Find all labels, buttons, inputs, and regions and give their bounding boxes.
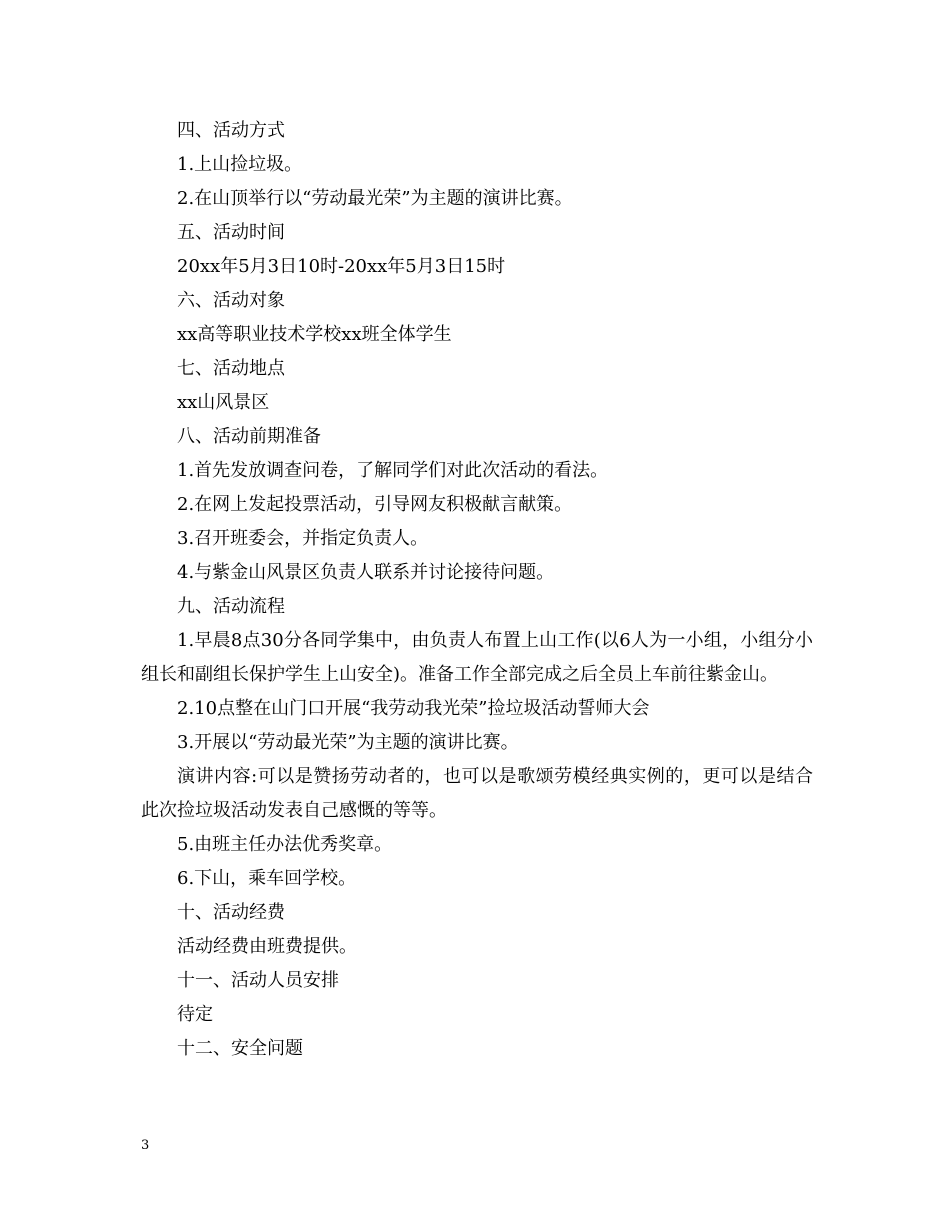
flow-step-paragraph: 1.早晨8点30分各同学集中，由负责人布置上山工作(以6人为一小组，小组分小组长和副组长保护学生上山安全)。准备工作全部完成之后全员上车前往紫金山。 — [141, 630, 813, 685]
section-heading-preparation: 八、活动前期准备 — [177, 426, 321, 447]
document-body — [141, 114, 813, 1066]
section-heading-activity-target: 六、活动对象 — [177, 290, 285, 311]
body-text: xx高等职业技术学校xx班全体学生 — [177, 324, 452, 345]
body-text: xx山风景区 — [177, 392, 270, 413]
list-item: 1.上山捡垃圾。 — [177, 154, 303, 175]
section-heading-staff-arrangement: 十一、活动人员安排 — [177, 970, 339, 991]
body-text: 20xx年5月3日10时-20xx年5月3日15时 — [177, 256, 506, 277]
list-item: 1.首先发放调查问卷，了解同学们对此次活动的看法。 — [177, 460, 609, 481]
list-item: 6.下山，乘车回学校。 — [177, 868, 357, 889]
section-heading-activity-method: 四、活动方式 — [177, 120, 285, 141]
list-item: 2.在山顶举行以“劳动最光荣”为主题的演讲比赛。 — [177, 188, 573, 209]
section-heading-safety: 十二、安全问题 — [177, 1038, 303, 1059]
list-item: 5.由班主任办法优秀奖章。 — [177, 834, 393, 855]
list-item: 3.开展以“劳动最光荣”为主题的演讲比赛。 — [177, 732, 519, 753]
section-heading-activity-budget: 十、活动经费 — [177, 902, 285, 923]
section-heading-activity-time: 五、活动时间 — [177, 222, 285, 243]
list-item: 2.在网上发起投票活动，引导网友积极献言献策。 — [177, 494, 573, 515]
section-heading-activity-location: 七、活动地点 — [177, 358, 285, 379]
list-item: 3.召开班委会，并指定负责人。 — [177, 528, 429, 549]
list-item: 2.10点整在山门口开展“我劳动我光荣”捡垃圾活动誓师大会 — [177, 698, 650, 719]
list-item: 4.与紫金山风景区负责人联系并讨论接待问题。 — [177, 562, 555, 583]
section-heading-activity-flow: 九、活动流程 — [177, 596, 285, 617]
page-number: 3 — [141, 1138, 150, 1153]
body-text: 活动经费由班费提供。 — [177, 936, 357, 957]
body-text: 待定 — [177, 1004, 213, 1025]
speech-content-paragraph: 演讲内容:可以是赞扬劳动者的，也可以是歌颂劳模经典实例的，更可以是结合此次捡垃圾活动发表自己感慨的等等。 — [141, 766, 813, 821]
